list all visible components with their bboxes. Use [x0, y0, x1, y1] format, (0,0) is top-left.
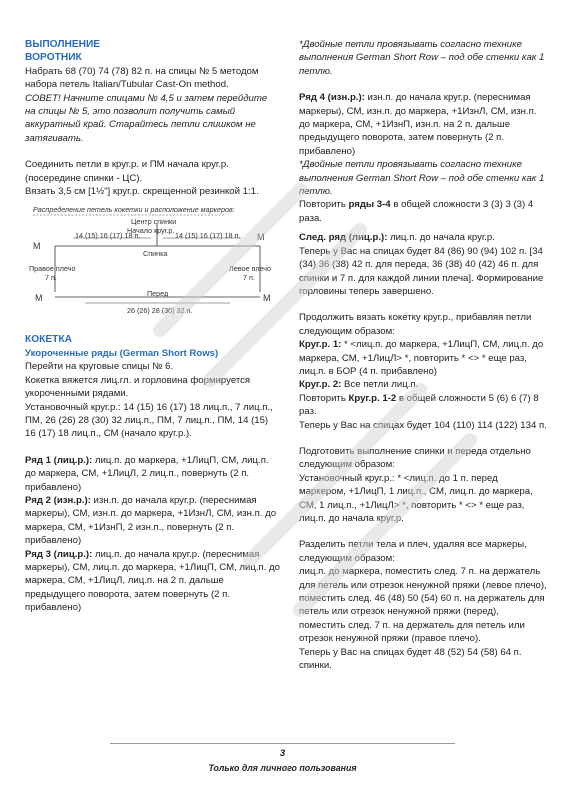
row-3-paragraph	[25, 548, 280, 615]
next-row-label: След. ряд (лиц.р.):	[299, 232, 388, 244]
front-count: 26 (26) 28 (30) 32 п.	[127, 306, 193, 316]
row-3-text: лиц.п. до начала круг.р. (переснимая маркеры), СМ, лиц.п. до маркера, +1ЛицП, СМ, лиц.п. до маркера, СМ, +1ЛицЛ, лиц.п. на 2 п. дальше предыдущего поворота, затем повернуть (2 п. прибавлено)	[25, 548, 280, 614]
round-2-label: Круг.р. 2:	[299, 379, 342, 391]
repeat-rows-paragraph	[299, 198, 547, 225]
row-3-label: Ряд 3 (лиц.р.):	[25, 548, 93, 560]
stitch-count-2-paragraph: Теперь у Вас на спицах будет 104 (110) 114 (122) 134 п.	[299, 419, 547, 431]
needle-change-paragraph: Перейти на круговые спицы № 6.	[25, 361, 174, 373]
next-row-text: лиц.п. до начала круг.р.	[387, 232, 495, 244]
setup-round-2-paragraph: Установочный круг.р.: * <лиц.п. до 1 п. перед маркером, +1ЛицП, 1 лиц.п., СМ, лиц.п. до маркера, СМ, 1 лиц.п., +1ЛицЛ> *, повторить * <> * еще раз, лиц.п. до начала круг.р.	[299, 472, 533, 524]
footer-divider	[110, 743, 455, 744]
section-title-collar: ВОРОТНИК	[25, 52, 82, 64]
page-number: 3	[279, 748, 286, 759]
row-1-label: Ряд 1 (лиц.р.):	[25, 454, 93, 466]
round-1-label: Круг.р. 1:	[299, 339, 342, 351]
stitch-count-paragraph: Теперь у Вас на спицах будет 84 (86) 90 (94) 102 п. [34 (34) 36 (38) 42 п. для переда, 36 (38) 40 (42) 46 п. для спинки и 7 п. для каждой линии плеча]. Формирование горловины теперь завершено.	[299, 245, 544, 297]
row-2-paragraph	[25, 494, 280, 548]
repeat-rows-label: ряды 3-4	[348, 199, 391, 211]
repeat-text: Повторить	[299, 199, 349, 211]
left-shoulder-count: 7 п.	[243, 273, 255, 283]
center-back-label: Центр спинки	[131, 217, 177, 227]
yoke-diagram	[25, 202, 280, 327]
rib-paragraph: Вязать 3,5 см [1½"] круг.р. скрещенной резинкой 1:1.	[25, 186, 259, 198]
next-row-paragraph	[299, 231, 547, 244]
back-left-count: 14 (15) 16 (17) 18 п.	[75, 231, 141, 241]
right-column	[299, 38, 547, 672]
prepare-paragraph: Подготовить выполнение спинки и переда отдельно следующим образом:	[299, 445, 531, 471]
row-4-text: изн.п. до начала круг.р. (переснимая маркеры), СМ, изн.п. до маркера, +1ИзнЛ, СМ, изн.п. до маркера, СМ, +1ИзнП, изн.п. на 2 п. дальше предыдущего поворота, затем повернуть (2 п. прибавлено)	[299, 92, 537, 157]
yoke-info-paragraph: Кокетка вяжется лиц.гл. и горловина формируется укороченными рядами.	[25, 374, 251, 400]
round-2-text: Все петли лиц.п.	[341, 379, 419, 391]
row-4-label: Ряд 4 (изн.р.):	[299, 92, 365, 104]
round-1-text: * <лиц.п. до маркера, +1ЛицП, СМ, лиц.п. до маркера, СМ, +1ЛицЛ> *, повторить * <> * еще раз, лиц.п. в БОР (4 п. прибавлено)	[299, 339, 544, 377]
left-column	[25, 38, 280, 615]
marker-label: М	[257, 232, 265, 243]
row-1-text: лиц.п. до маркера, +1ЛицП, СМ, лиц.п. до маркера, СМ, +1ЛицЛ, 2 лиц.п., повернуть (2 п. прибавлено)	[25, 454, 269, 493]
footer-note: Только для личного пользования	[208, 763, 357, 773]
short-rows-subtitle: Укороченные ряды (German Short Rows)	[25, 347, 219, 359]
divide-instructions-paragraph: лиц.п. до маркера, поместить след. 7 п. на держатель для петель или отрезок ненужной пряжи (левое плечо), поместить след. 46 (48) 50 (54) 60 п. на держатель для петель или отрезок ненужной пряжи (перед), поместить след. 7 п. на держатель для петель или отрезок ненужной пряжи (правое плечо).	[299, 566, 547, 645]
repeat-text: в общей сложности 3 (3) 3 (3) 4 раза.	[299, 199, 534, 224]
row-4-paragraph	[299, 91, 547, 158]
setup-round-paragraph: Установочный круг.р.: 14 (15) 16 (17) 18 лиц.п., 7 лиц.п., ПМ, 26 (26) 28 (30) 32 лиц.п., ПМ, 7 лиц.п., ПМ, 14 (15) 16 (17) 18 лиц.п., СМ (начало круг.р.).	[25, 401, 273, 440]
diagram-caption: Распределение петель кокетки и расположение маркеров:	[33, 205, 235, 215]
note-1: *Двойные петли провязывать согласно технике выполнения German Short Row – под обе стенки как 1 петлю.	[299, 39, 545, 77]
section-title-yoke: КОКЕТКА	[25, 334, 72, 346]
right-shoulder-label: Правое плечо	[29, 264, 76, 274]
section-title-execution: ВЫПОЛНЕНИЕ	[25, 39, 101, 50]
continue-paragraph: Продолжить вязать кокетку круг.р., прибавляя петли следующим образом:	[299, 312, 532, 337]
round-2-paragraph	[299, 378, 547, 391]
marker-label: М	[33, 241, 41, 252]
marker-label: М	[263, 293, 271, 304]
right-shoulder-count: 7 п.	[45, 273, 57, 283]
final-count-paragraph: Теперь у Вас на спицах будет 48 (52) 54 (58) 64 п. спинки.	[299, 646, 522, 672]
cast-on-paragraph: Набрать 68 (70) 74 (78) 82 п. на спицы № 5 методом набора петель Italian/Tubular Cast-On method.	[25, 65, 259, 91]
repeat-rounds-label: Круг.р. 1-2	[348, 392, 397, 404]
row-2-text: изн.п. до начала круг.р. (переснимая маркеры), СМ, изн.п. до маркера, +1ИзнЛ, СМ, изн.п. до маркера, СМ, +1ИзнП, 2 изн.п., повернуть (2 п. прибавлено)	[25, 494, 277, 547]
marker-label: М	[35, 293, 43, 304]
front-label: Перед	[147, 289, 169, 299]
row-1-paragraph	[25, 454, 280, 494]
repeat-text: Повторить	[299, 392, 349, 404]
round-1-paragraph	[299, 338, 547, 378]
join-paragraph: Соединить петли в круг.р. и ПМ начала круг.р. (посередине спинки - ЦС).	[25, 159, 229, 184]
divide-paragraph: Разделить петли тела и плеч, удаляя все маркеры, следующим образом:	[299, 539, 527, 564]
back-label: Спинка	[143, 249, 168, 259]
row-2-label: Ряд 2 (изн.р.):	[25, 494, 91, 506]
repeat-text: в общей сложности 5 (6) 6 (7) 8 раз.	[299, 392, 539, 418]
back-right-count: 14 (15) 16 (17) 18 п.	[175, 231, 241, 241]
repeat-rounds-paragraph	[299, 392, 547, 419]
note-2: *Двойные петли провязывать согласно технике выполнения German Short Row – под обе стенки как 1 петлю.	[299, 159, 545, 198]
round-start-label: Начало круг.р.	[127, 226, 175, 236]
left-shoulder-label: Левое плечо	[229, 264, 272, 274]
tip-paragraph: СОВЕТ! Начните спицами № 4,5 и затем перейдите на спицы № 5, это позволит получить самый аккуратный край. Старайтесь петли слишком не затягивать.	[25, 92, 268, 144]
